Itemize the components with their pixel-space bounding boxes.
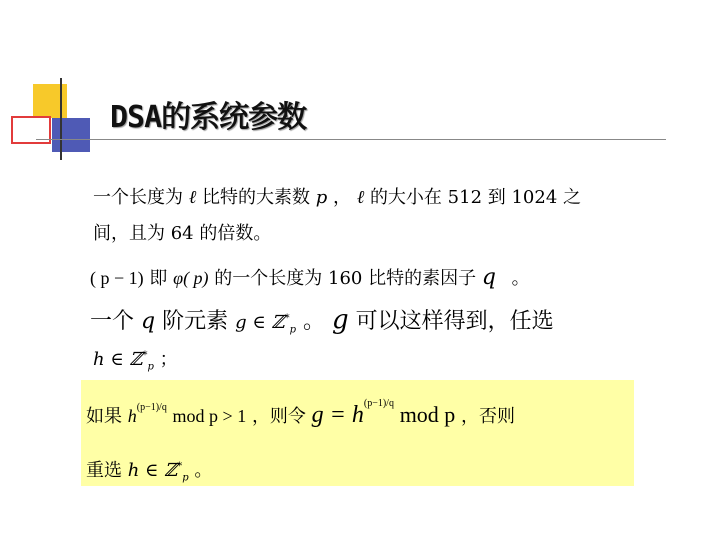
- sub-p: p: [182, 472, 189, 484]
- text: 重选: [86, 460, 122, 481]
- text: ，否则: [461, 406, 516, 427]
- g-in-zp: [235, 312, 296, 336]
- text: ，: [332, 187, 351, 208]
- q-symbol: q: [141, 309, 156, 334]
- star: *: [142, 350, 148, 361]
- text: ；: [159, 349, 178, 370]
- text: ，则令: [251, 406, 306, 427]
- text: g ∈ ℤ: [235, 312, 285, 333]
- box-line1: [86, 398, 515, 429]
- sub-p: p: [147, 361, 154, 373]
- ell-symbol: ℓ: [356, 187, 365, 208]
- para2-line1: [90, 264, 530, 290]
- text: 。: [511, 268, 530, 289]
- para1-line1: [93, 183, 581, 209]
- ell-symbol: ℓ: [188, 187, 197, 208]
- vertical-divider: [60, 78, 62, 160]
- exponent: (p−1)/q: [363, 398, 394, 409]
- text: 的一个长度为 160 比特的素因子: [214, 268, 477, 289]
- star: *: [177, 461, 183, 472]
- exponent: (p−1)/q: [136, 402, 167, 413]
- para2-line2: [90, 304, 554, 336]
- text: 一个长度为: [93, 187, 183, 208]
- mod-p: mod p: [399, 402, 456, 427]
- p-symbol: p: [315, 187, 328, 208]
- blue-square-decoration: [52, 118, 90, 152]
- text: 一个: [90, 309, 135, 334]
- text: 。: [194, 460, 213, 481]
- text: 可以这样得到，任选: [355, 309, 554, 334]
- p-minus-1: ( p − 1): [90, 268, 144, 288]
- text: h ∈ ℤ: [127, 460, 178, 481]
- mod-condition: mod p > 1: [172, 406, 247, 426]
- text: 即: [149, 268, 168, 289]
- sub-p: p: [289, 324, 296, 336]
- para1-line2: 间，且为 64 的倍数。: [93, 223, 272, 244]
- text: 。: [302, 309, 325, 334]
- text: h ∈ ℤ: [93, 349, 143, 370]
- para2-line3: [93, 345, 178, 373]
- text: 的大小在 512 到 1024 之: [369, 187, 581, 208]
- text: 如果: [86, 406, 122, 427]
- box-line2: [86, 456, 212, 484]
- text: 比特的大素数: [201, 187, 310, 208]
- slide-title: DSA的系统参数: [110, 100, 307, 135]
- q-symbol: q: [481, 265, 496, 290]
- title-underline: [36, 139, 666, 140]
- g-equals-h: g = h: [311, 402, 364, 428]
- text: 阶元素: [162, 309, 229, 334]
- h-symbol: h: [127, 406, 137, 426]
- h-in-zp: [93, 349, 154, 373]
- star: *: [284, 313, 290, 324]
- phi-p: φ( p): [173, 268, 209, 288]
- g-symbol: g: [331, 305, 349, 335]
- h-in-zp: [127, 460, 189, 484]
